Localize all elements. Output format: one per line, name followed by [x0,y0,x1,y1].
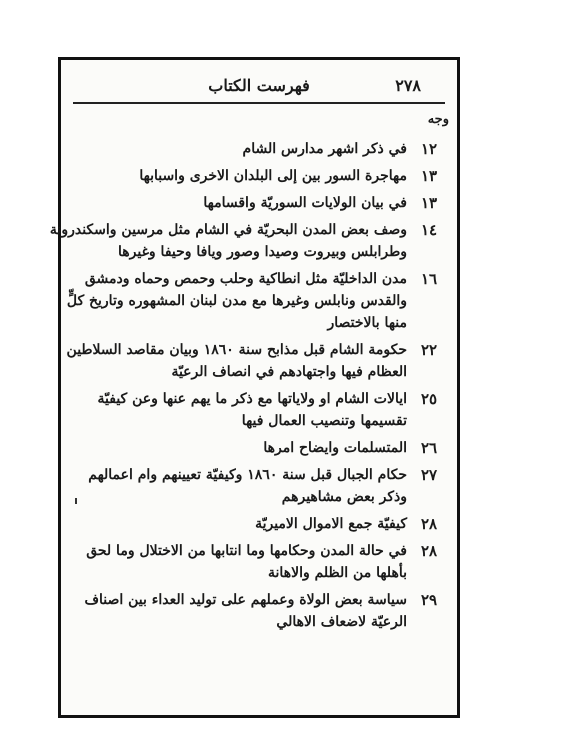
toc-entry-line: العظام فيها واجتهادهم في انصاف الرعيّة [171,364,407,380]
toc-entry-page: ٢٩ [420,591,438,609]
toc-entry-text [71,540,407,584]
toc-entry-text [71,513,407,535]
toc-entry-page: ١٣ [420,167,438,185]
toc-entry-line: حكومة الشام قبل مذابح سنة ١٨٦٠ وبيان مقاصد السلاطين [66,342,407,358]
toc-entry-line: بأهلها من الظلم والاهانة [268,565,407,581]
toc-entry [71,437,451,459]
toc-entry-line: تقسيمها وتنصيب العمال فيها [241,413,407,429]
toc-entry-text [71,138,407,160]
toc-entry-text [71,192,407,214]
toc-entry-line: وصف بعض المدن البحريّة في الشام مثل مرسين واسكندرونة [49,222,407,238]
toc-entry-page: ٢٦ [420,439,438,457]
page-column-label: وجه [427,112,449,127]
toc-entry-line: وطرابلس وبيروت وصيدا وصور ويافا وحيفا وغيرها [118,244,407,260]
toc-entry-text [71,437,407,459]
page-header [73,72,445,102]
toc-entry-page: ١٤ [420,221,438,239]
toc-entry-text [50,219,407,263]
toc-entry-line: كيفيّة جمع الاموال الاميريّة [255,516,407,532]
toc-entry [66,268,451,334]
toc-entry-text [67,268,407,334]
toc-entry-page: ١٢ [420,140,438,158]
toc-entry [71,192,451,214]
page-number: ٢٧٨ [395,76,421,95]
stray-mark [75,498,77,504]
toc-entry-text [71,464,407,508]
toc-entry-page: ٢٨ [420,542,438,560]
toc-entry-line: والقدس ونابلس وغيرها مع مدن لبنان المشهوره وتاريخ كلٍّ [66,293,407,309]
toc-entry-page: ١٣ [420,194,438,212]
table-of-contents [49,138,451,638]
toc-entry-line: ايالات الشام او ولاياتها مع ذكر ما يهم عنها وعن كيفيّة [97,391,407,407]
toc-entry-line: في حالة المدن وحكامها وما انتابها من الاختلال وما لحق [86,543,407,559]
toc-entry-line: سياسة بعض الولاة وعملهم على توليد العداء بين اصناف [84,592,407,608]
toc-entry [71,540,451,584]
toc-entry-page: ٢٢ [420,341,438,359]
toc-entry-text [71,165,407,187]
toc-entry [71,464,451,508]
toc-entry-line: منها بالاختصار [327,315,407,331]
header-rule [73,102,445,104]
toc-entry-page: ١٦ [420,270,438,288]
toc-entry-text [67,339,407,383]
toc-entry-line: وذكر بعض مشاهيرهم [281,489,407,505]
running-title: فهرست الكتاب [208,76,310,95]
toc-entry [71,589,451,633]
toc-entry-page: ٢٥ [420,390,438,408]
toc-entry [71,388,451,432]
toc-entry [71,138,451,160]
toc-entry [71,165,451,187]
toc-entry-line: مهاجرة السور بين إلى البلدان الاخرى واسبابها [139,168,407,184]
toc-entry-line: الرعيّة لاضعاف الاهالي [276,614,407,630]
toc-entry-text [71,388,407,432]
toc-entry-page: ٢٧ [420,466,438,484]
page-frame [49,57,460,718]
toc-entry [71,513,451,535]
toc-entry [66,339,451,383]
toc-entry-line: حكام الجبال قبل سنة ١٨٦٠ وكيفيّة تعيينهم وام اعمالهم [88,467,407,483]
toc-entry-page: ٢٨ [420,515,438,533]
toc-entry-line: المتسلمات وايضاح امرها [263,440,407,456]
toc-entry-text [71,589,407,633]
toc-entry-line: في ذكر اشهر مدارس الشام [242,141,407,157]
toc-entry-line: في بيان الولايات السوريّة واقسامها [203,195,407,211]
toc-entry-line: مدن الداخليّة مثل انطاكية وحلب وحمص وحماه ودمشق [84,271,407,287]
toc-entry [49,219,451,263]
